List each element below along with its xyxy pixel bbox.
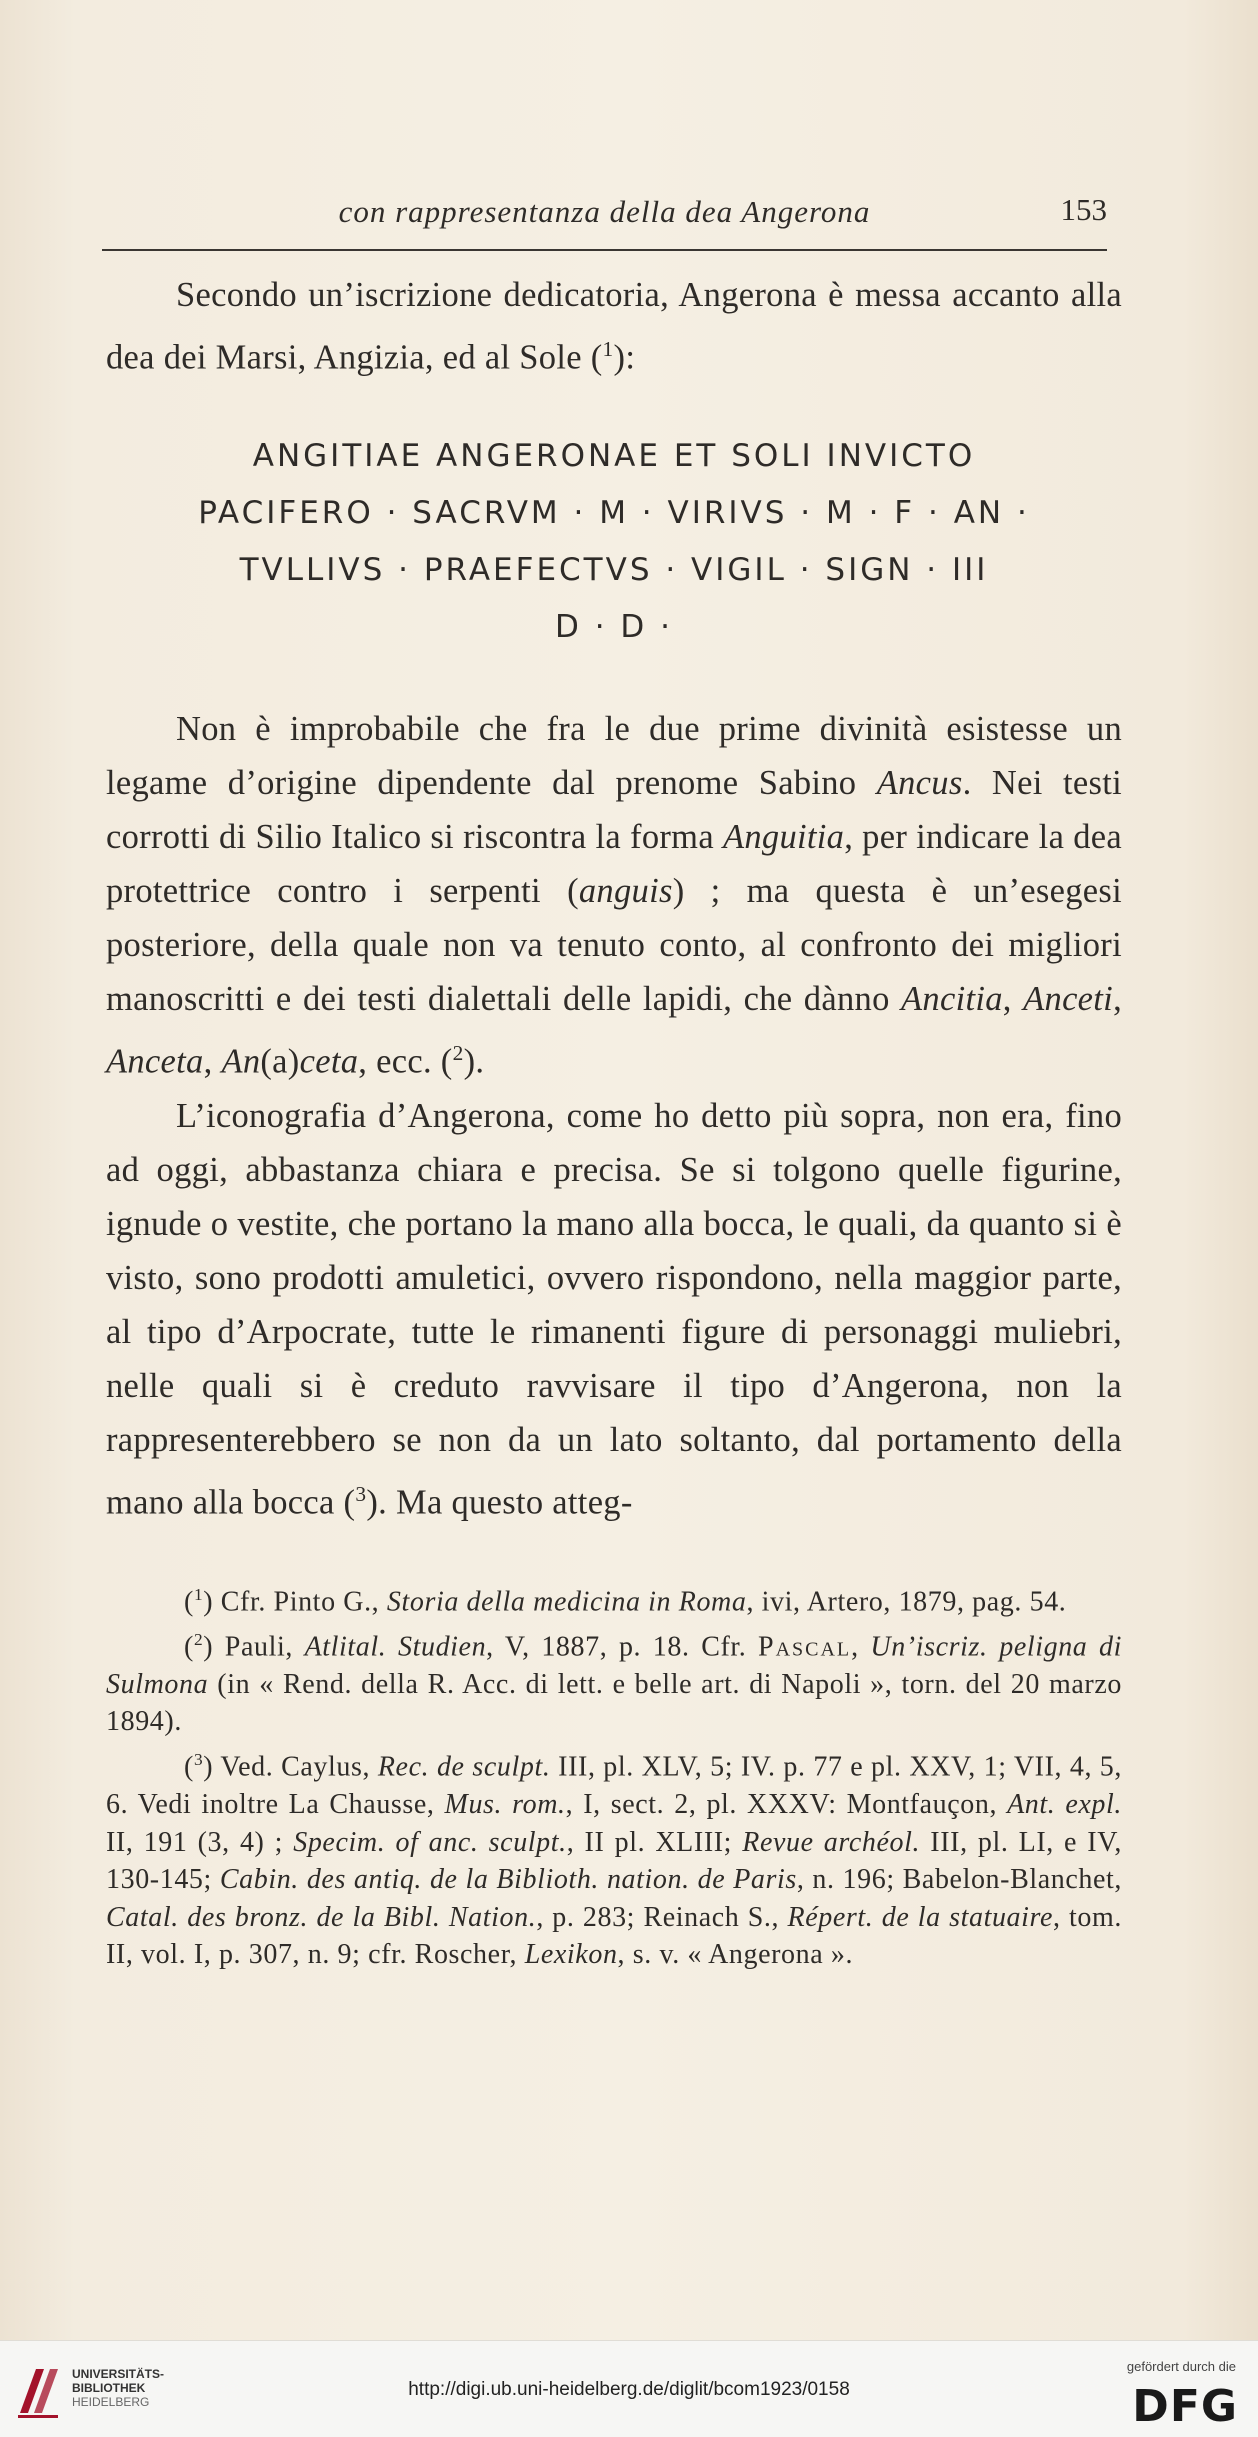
dfg-logo[interactable]: DFG bbox=[1132, 2381, 1238, 2432]
permalink-url[interactable]: http://digi.ub.uni-heidelberg.de/diglit/bcom1923/0158 bbox=[408, 2379, 850, 2400]
paragraph: L’iconografia d’Angerona, come ho detto più sopra, non era, fino ad oggi, abbastanza chiara e precisa. Se si tolgono quelle figurine, ignude o vestite, che portano la mano alla bocca, le quali, da quanto si è visto, sono prodotti amuletici, ovvero rispondono, nella maggior parte, al tipo d’Arpocrate, tutte le rimanenti figure di personaggi muliebri, nelle quali si è creduto ravvisare il tipo d’Angerona, non la rappresenterebbero se non da un lato soltanto, dal portamento della mano alla bocca ($^3$). Ma questo atteg- bbox=[106, 1096, 1122, 1521]
main-text bbox=[106, 702, 1122, 1529]
running-title: con rappresentanza della dea Angerona bbox=[338, 194, 871, 229]
funding-text: gefördert durch die bbox=[1126, 2359, 1236, 2374]
inscription-line: TVLLIVS · PRAEFECTVS · VIGIL · SIGN · III bbox=[239, 552, 989, 588]
inscription-line: ANGITIAE ANGERONAE ET SOLI INVICTO bbox=[252, 438, 976, 474]
page-number: 153 bbox=[1060, 192, 1107, 227]
inscription bbox=[106, 428, 1122, 656]
intro-text: Secondo un’iscrizione dedicatoria, Angerona è messa accanto alla dea dei Marsi, Angizia, ed al Sole bbox=[106, 276, 1122, 377]
header-rule bbox=[102, 249, 1107, 251]
inscription-line: D · D · bbox=[554, 609, 673, 645]
footnote: ($^3$) Ved. Caylus, Rec. de sculpt. III, pl. XLV, 5; IV. p. 77 e pl. XXV, 1; VII, 4, 5, 6. Vedi inoltre La Chausse, Mus. rom., I, sect. 2, pl. XXXV: Montfauçon, Ant. expl. II, 191 (3, 4) ; Specim. of anc. sculpt., II pl. XLIII; Revue archéol. III, pl. LI, e IV, 130-145; Cabin. des antiq. de la Biblioth. nation. de Paris, n. 196; Babelon-Blanchet, Catal. des bronz. de la Bibl. Nation., p. 283; Reinach S., Répert. de la statuaire, tom. II, vol. I, p. 307, n. 9; cfr. Roscher, Lexikon, s. v. « Angerona ». bbox=[106, 1750, 1123, 1971]
library-name[interactable]: UNIVERSITÄTS- BIBLIOTHEK HEIDELBERG bbox=[72, 2367, 165, 2409]
viewer-footer bbox=[0, 2340, 1258, 2437]
footnote: ($^2$) Pauli, Atlital. Studien, V, 1887, p. 18. Cfr. Pascal, Un’iscriz. peligna di Sulmona (in « Rend. della R. Acc. di lett. e belle art. di Napoli », torn. del 20 marzo 1894). bbox=[106, 1629, 1123, 1738]
paragraph: Non è improbabile che fra le due prime divinità esistesse un legame d’origine dipendente dal prenome Sabino Ancus. Nei testi corrotti di Silio Italico si riscontra la forma Anguitia, per indicare la dea protettrice contro i serpenti (anguis) ; ma questa è un’esegesi posteriore, della quale non va tenuto conto, al confronto dei migliori manoscritti e dei testi dialettali delle lapidi, che dànno Ancitia, Anceti, Anceta, An(a)ceta, ecc. ($^2$). bbox=[106, 710, 1123, 1081]
footnote-ref: 1 bbox=[602, 337, 614, 361]
footnote: ($^1$) Cfr. Pinto G., Storia della medicina in Roma, ivi, Artero, 1879, pag. 54. bbox=[184, 1585, 1067, 1618]
footnote-ref: 3 bbox=[355, 1481, 367, 1506]
inscription-line: PACIFERO · SACRVM · M · VIRIVS · M · F · AN · bbox=[198, 495, 1030, 531]
intro-paragraph: Secondo un’iscrizione dedicatoria, Angerona è messa accanto alla dea dei Marsi, Angizia, ed al Sole ($^1$): bbox=[106, 276, 1122, 377]
page-header bbox=[102, 192, 1107, 240]
footnotes bbox=[106, 1576, 1122, 1974]
footnote-ref: 2 bbox=[452, 1041, 464, 1065]
